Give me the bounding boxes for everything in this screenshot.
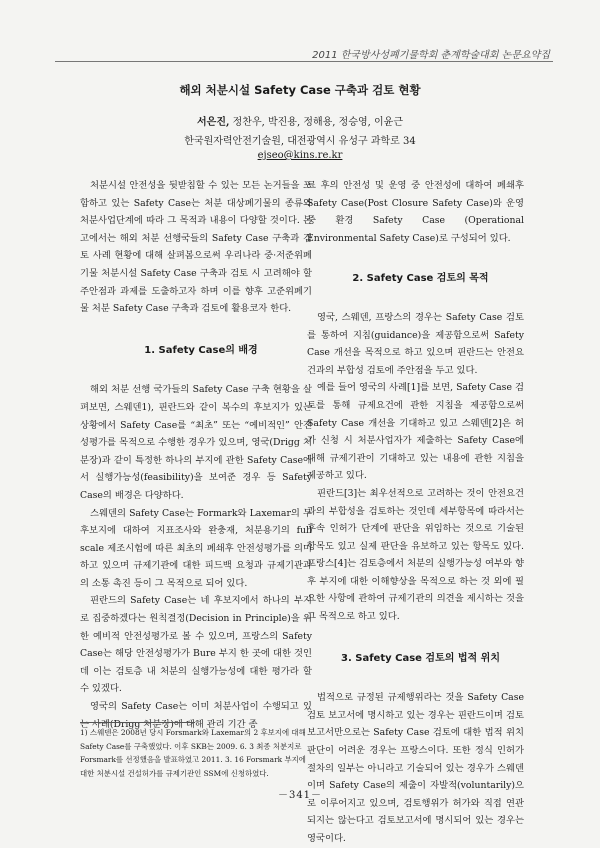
section-1-paragraph-1: 해외 처분 선행 국가들의 Safety Case 구축 현황을 살펴보면, 스웨덴1), 핀란드와 같이 복수의 후보지가 있는 상황에서 Safety Case를 “최초” 또는 “예비적인” 안전성평가를 목적으로 수행한 경우가 있으며, 영국(Drigg 처분장)과 같이 특정한 하나의 부지에 관한 Safety Case에서 실행가능성(feasibility)을 보여준 경우 등 Safety Case의 배경은 다양하다. — [80, 384, 312, 501]
paper-title: 해외 처분시설 Safety Case 구축과 검토 현황 — [179, 83, 421, 97]
author-email: ejseo@kins.re.kr — [257, 150, 343, 161]
section-3-heading: 3. Safety Case 검토의 법적 위치 — [341, 652, 500, 664]
page-number: －341－ — [277, 790, 323, 801]
running-header: 2011 한국방사성폐기물학회 춘계학술대회 논문요약집 — [312, 50, 550, 61]
email-line — [0, 150, 600, 161]
intro-paragraph: 처분시설 안전성을 뒷받침할 수 있는 모든 논거들을 포함하고 있는 Safety Case는 처분 대상폐기물의 종류와 처분사업단계에 따라 그 목적과 내용이 다양할 것이다. 본 고에서는 해외 처분 선행국들의 Safety Case 구축과 검토 사례 현황에 대해 살펴봄으로써 우리나라 중·저준위폐기물 처분시설 Safety Case 구축과 검토 시 고려해야 할 주안점과 과제를 도출하고자 하며 이를 향후 고준위폐기물 처분 Safety Case 구축과 검토에 활용코자 한다. — [80, 180, 312, 315]
affiliation: 한국원자력안전기술원, 대전광역시 유성구 과학로 34 — [184, 136, 416, 147]
right-column — [307, 177, 524, 848]
section-1-heading: 1. Safety Case의 배경 — [144, 344, 258, 356]
footnote: 1) 스웨덴은 2008년 당시 Forsmark와 Laxemar의 2 후보지에 대해 Safety Case를 구축했었다. 이후 SKB는 2009. 6. 3 최종 처분지로 Forsmark를 선정했음을 발표하였고 2011. 3. 16 Forsmark 부지에 대한 처분시설 건설허가를 규제기관인 SSM에 신청하였다. — [80, 728, 306, 778]
lead-author: 서은진, — [197, 117, 230, 128]
section-2-paragraph-1: 영국, 스웨덴, 프랑스의 경우는 Safety Case 검토를 통하여 지침(guidance)을 제공함으로써 Safety Case 개선을 목적으로 하고 있으며 핀란드는 안전요건과의 부합성 검토에 주안점을 두고 있다. — [307, 311, 524, 376]
section-2-paragraph-2: 예를 들어 영국의 사례[1]를 보면, Safety Case 검토를 통해 규제요건에 관한 지침을 제공함으로써 Safety Case 개선을 기대하고 있고 스웨덴[2]은 허가 신청 시 처분사업자가 제출하는 Safety Case에 대해 규제기관이 기대하고 있는 내용에 관한 지침을 제공하고 있다. — [307, 382, 524, 482]
continued-paragraph: 료 후의 안전성 및 운영 중 안전성에 대하여 폐쇄후 Safety Case(Post Closure Safety Case)와 운영 중 환경 Safety Case (Operational Environmental Safety Case)로 구성되어 있다. — [307, 180, 524, 244]
section-1-paragraph-2: 스웨덴의 Safety Case는 Formark와 Laxemar의 두 후보지에 대하여 지표조사와 완충재, 처분용기의 full scale 제조시험에 따른 최초의 폐쇄후 안전성평가를 의미하고 있으며 규제기관에 대한 피드백 요청과 규제기관과의 소통 촉진 등이 그 목적으로 되어 있다. — [80, 507, 312, 589]
section-1-paragraph-4: 영국의 Safety Case는 이미 처분사업이 수행되고 있는 사례(Drigg 처분장)에 대해 관리 기간 종 — [80, 701, 312, 730]
section-1-paragraph-3: 핀란드의 Safety Case는 네 후보지에서 하나의 부지로 집중하겠다는 원칙결정(Decision in Principle)을 위한 예비적 안전성평가로 볼 수 있으며, 프랑스의 Safety Case는 해당 안전성평가가 Bure 부지 한 곳에 대한 것인데 이는 검토층 내 처분의 실행가능성에 대한 평가라 할 수 있겠다. — [80, 595, 312, 695]
footnote-rule — [80, 722, 195, 723]
coauthors: 정찬우, 박진용, 정해용, 정승영, 이윤근 — [229, 117, 403, 128]
section-2-paragraph-3: 핀란드[3]는 최우선적으로 고려하는 것이 안전요건과의 부합성을 검토하는 것인데 세부항목에 따라서는 후속 인허가 단계에 판단을 위임하는 것으로 기술된 항목도 있고 실제 판단을 유보하고 있는 항목도 있다. 프랑스[4]는 검토층에서 처분의 실행가능성 여부와 향후 부지에 대한 이해향상을 목적으로 하는 것 외에 필요한 사항에 관하여 규제기관의 의견을 제시하는 것을 그 목적으로 하고 있다. — [307, 487, 524, 623]
section-3-paragraph-1: 법적으로 규정된 규제행위라는 것을 Safety Case 검토 보고서에 명시하고 있는 경우는 핀란드이며 검토보고서만으로는 Safety Case 검토에 대한 법적 위치 판단이 어려운 경우는 프랑스이다. 또한 정식 인허가 절차의 일부는 아니라고 기술되어 있는 경우가 스웨덴이며 Safety Case의 제출이 자발적(voluntarily)으로 이루어지고 있으며, 검토행위가 허가와 직접 연관되지는 않는다고 검토보고서에 명시되어 있는 경우는 영국이다. — [307, 692, 524, 844]
author-line — [0, 113, 600, 128]
section-2-heading: 2. Safety Case 검토의 목적 — [352, 273, 489, 285]
header-rule — [55, 61, 553, 62]
left-column — [80, 177, 312, 733]
